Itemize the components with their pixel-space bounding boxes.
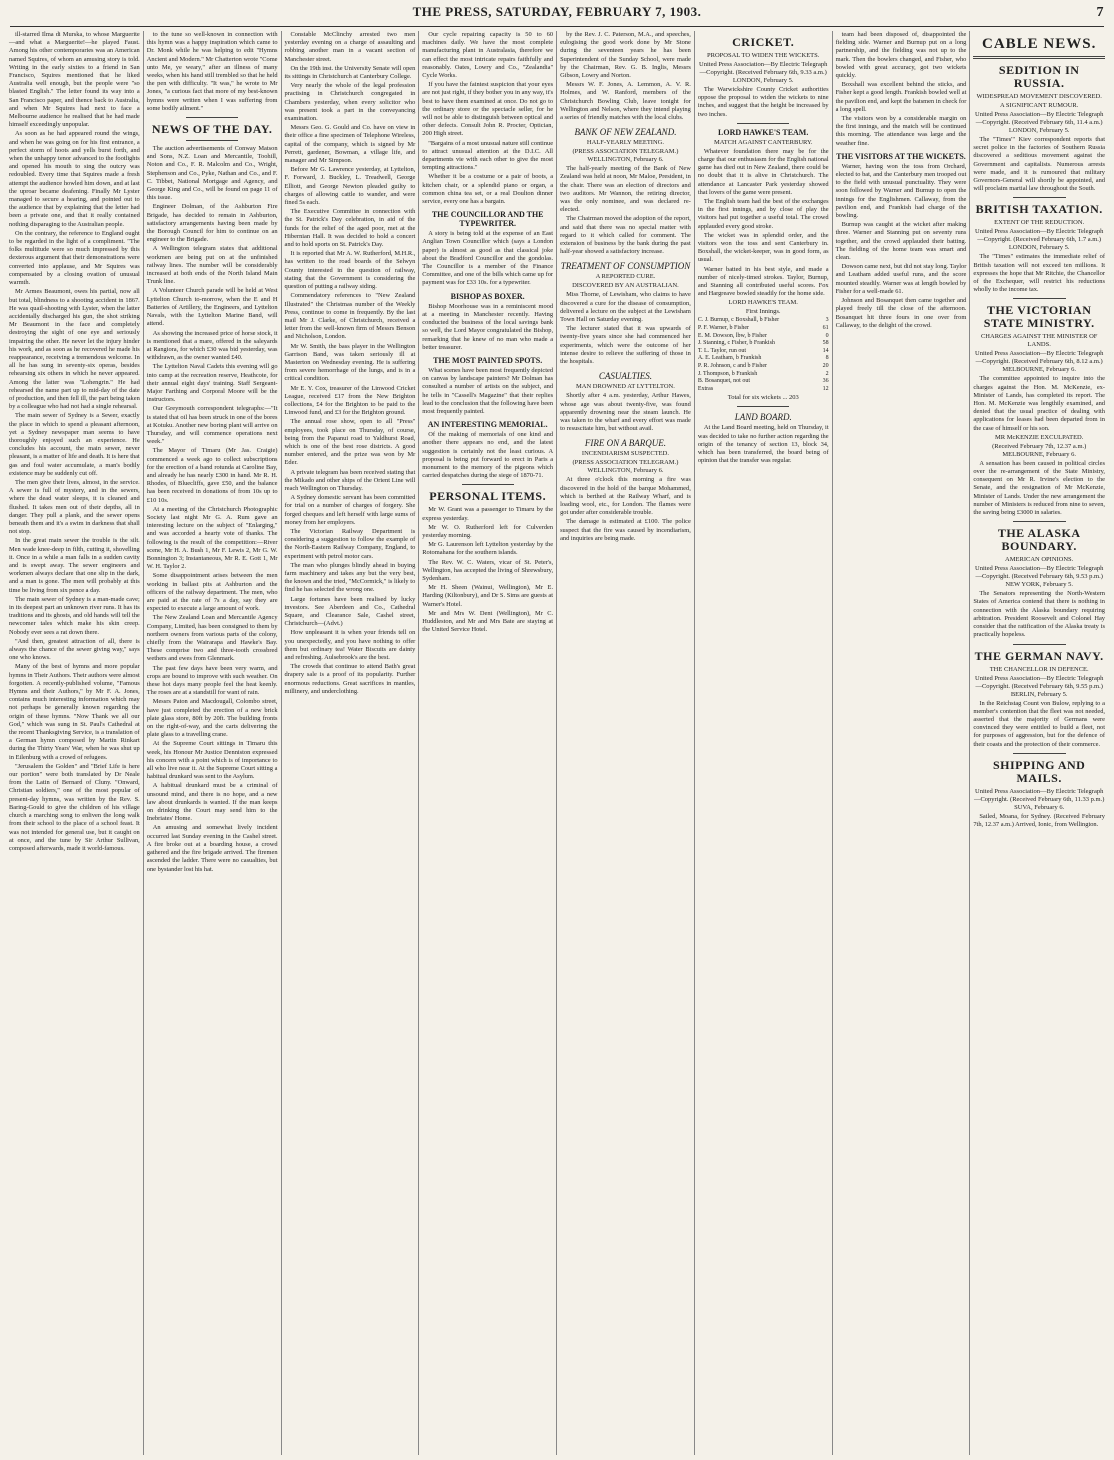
divider [462,484,514,485]
paragraph: Very nearly the whole of the legal profession practising in Christchurch congregated in Chambers yesterday, when every solicitor who was present took a part in the conveyancing examination. [284,82,416,123]
paragraph: Boxshall was excellent behind the sticks, and Fisher kept a good length. Frankish bowled well at the pavilion end, and kept the batsmen in check for a long spell. [835,81,967,113]
paragraph: The "Times'" Kiev correspondent reports that secret police in the factories of Southern Russia discovered a seditious movement against the Government and capitalists. Numerous arrests were made, and it is rumoured that military Governors-General will shortly be appointed, and will proclaim martial law throughout the South. [973,136,1105,193]
paragraph: Shortly after 4 a.m. yesterday, Arthur Hawes, whose age was about twenty-five, was found apparently drowning near the steam launch. He was taken to the wharf and every effort was made to resuscitate him, but without avail. [560,392,691,433]
sedition-subheading-2: A SIGNIFICANT RUMOUR. [999,102,1079,109]
paragraph: A Wellington telegram states that additional workmen are being put on at the unfinished railway lines. The number will be considerably increased at both ends of the North Island Main Trunk line. [146,245,278,286]
victorian-subheading: CHARGES AGAINST THE MINISTER OF LANDS. [980,333,1098,349]
paragraph: Mr E. Y. Cox, treasurer of the Linwood Cricket League, received £17 from the New Brighton collections, £4 for the Brighton to be paid to the Linwood fund, and £3 for the Brighton ground. [284,384,416,417]
divider [737,406,789,407]
taxation-subheading: EXTENT OF THE REDUCTION. [994,219,1085,227]
paragraph: The Chairman moved the adoption of the report, and said that there was no special matter with regard to it which called for comment. The extension of business by the bank during the past half-year showed a satisfactory increase. [560,215,691,256]
list-item: T. L. Taylor, run out 14 [697,347,829,354]
paragraph: Johnson and Bosanquet then came together and played freely till the close of the afternoon. Bosanquet hit three fours in one over from Callaway, to the delight of the crowd. [835,297,967,329]
paragraph: At three o'clock this morning a fire was discovered in the hold of the barque Mohammed, which is berthed at the Railway Wharf, and is loading wool, etc., for London. The flames were got under after considerable trouble. [560,476,691,517]
paragraph: The Executive Committee in connection with the St. Patrick's Day celebration, in aid of the funds for the relief of the aged poor, met at the Hibernian Hall. It was decided to hold a concert and to hold sports on St. Patrick's Day. [284,208,416,249]
paragraph: Engineer Dolman, of the Ashburton Fire Brigade, has decided to remain in Ashburton, satisfactory arrangements having been made by the Borough Council for him to continue on an engineer to the Brigade. [146,203,278,244]
paragraph: Mr H. Sheen (Wainui, Wellington), Mr E. Harding (Kiltonbury), and Dr S. Sims are guests at Warner's Hotel. [422,584,554,608]
paragraph: The annual rose show, open to all "Press" employees, took place on Thursday, of course, being from the Papanui road to Yaldhurst Road, which is one of the best rose districts. A good number entered, and the prize was won by Mr Eder. [284,418,416,467]
paragraph: "Bargains of a most unusual nature still continue to attract unusual attention at the D.I.C. All departments vie with each other to give the most tempting attractions." [422,139,554,172]
list-item: B. Bosanquet, not out 36 [697,378,829,385]
list-item: A. E. Leatham, b Frankish 8 [697,355,829,362]
paragraph: The lecturer stated that it was upwards of twenty-five years since she had commenced her experiments, which were the outcome of her intense desire to relieve the suffering of those in the hospitals. [560,325,691,366]
column-4 [419,31,557,1455]
divider [1013,197,1066,198]
list-item: C. J. Burnup, c Boxshall, b Fisher 3 [697,317,829,324]
column-2 [144,31,282,1455]
personal-items-heading: PERSONAL ITEMS. [429,489,547,504]
cable-news-heading: CABLE NEWS. [982,36,1097,52]
paragraph: to the tune so well-known in connection with this hymn was a happy inspiration which came to Dr. Monk while he was helping to edit "Hymns Ancient and Modern." Mr Chatterton wrote "Come unto Me, ye weary," after an illness of many weeks, when his hand still trembled so that he held the pen with difficulty. "It was," he wrote to Mr Jones, "a curious fact that more of my best-known hymns were written when I was suffering from some bodily ailment." [146,31,278,112]
list-item: Extras 12 [697,385,829,392]
paragraph: Mr G. Laurenson left Lyttelton yesterday by the Rotomahana for the southern islands. [422,541,554,557]
paragraph: Bishop Moorhouse was in a reminiscent mood at a meeting in Manchester recently. Having conducted the business of the local savings bank so well, the Lord Mayor congratulated the Bishop, remarking that he knew of no man who made a better treasurer. [422,302,554,351]
fire-heading: FIRE ON A BARQUE. [584,438,667,449]
paragraph: Of the making of memorials of one kind and another there appears no end, and the latest suggestion is certainly not the least curious. A proposal is being put forward to erect in Paris a monument to the memory of the pigeons which carried despatches during the siege of 1870-71. [422,431,554,480]
cricket-subheading: PROPOSAL TO WIDEN THE WICKETS. [707,52,820,59]
paragraph: On the 19th inst. the University Senate will open its sittings in Christchurch at Canterbury College. [284,64,416,81]
paragraph: The half-yearly meeting of the Bank of New Zealand was held at noon, Mr Maloe, President, in the chair. There was an election of directors and two auditors. Mr Wannon, the retiring director, was the only nominee, and was declared re-elected. [560,165,691,214]
paragraph: On the contrary, the reference to England ought to be regarded in the light of a compliment. "The folks multitude were so much impressed by this dexterous argument that their demonstrations were converted into applause, and Mr Squires was compensated by a closing ovation of unusual warmth. [9,229,140,287]
column-1 [6,31,144,1455]
paragraph: A habitual drunkard must be a criminal of unsound mind, and there is no hope, and a new law about drunkards is wanted. If the man keeps on drinking the Court may send him to the Inebriates' Home. [146,782,278,823]
paragraph: Our cycle repairing capacity is 50 to 60 machines daily. We have the most complete manufacturing plant in Australasia, therefore we can effect the most intricate repairs faithfully and reasonably. Oates, Lowry and Co., "Zealandia" Cycle Works. [422,31,554,80]
paragraph: Whether it be a costume or a pair of boots, a kitchen chair, or a splendid piano or organ, a common china tea set, or a real Doulton dinner service, every one has a bargain. [422,173,554,206]
mckenzie-heading: MR McKENZIE EXCULPATED. [994,433,1084,441]
paragraph: The Mayor of Timaru (Mr Jas. Craigie) commenced a week ago to collect subscriptions for the erection of a band rotunda at Caroline Bay, and already he has nearly £300 in hand. Mr R. H. Rhodes, of Bluecliffs, gave £50, and the balance has been received in donations of from 10s up to £10 10s. [146,447,278,504]
paragraph: The English team had the best of the exchanges in the first innings, and by close of play the visitors had put together a useful total. The crowd applauded every good stroke. [697,198,829,230]
paragraph: Some disappointment arises between the men working in ballast pits at Ashburton and the officers of the railway department. The men, who are paid at the rate of 7s a day, say they are expected to execute a large amount of work. [146,572,278,613]
telegram-caption: (PRESS ASSOCIATION TELEGRAM.) WELLINGTON, February 6. [572,148,679,164]
paragraph: ill-starred Ilma di Murska, to whose Marguerite—and what a Marguerite!—he played Faust. Among his other contemporaries was an American named Squires, of whom an amusing story is told. Writing in the early sixties to a friend in San Francisco, Squires mentioned that he liked Australia well enough, but the people were "so blasted English." The letter found its way into a San Francisco paper, and thence back to Australia, and when Mr Squires had next to face a Melbourne audience he realised that he had made himself exceedingly unpopular. [9,31,140,129]
hawke-subheading: MATCH AGAINST CANTERBURY. [713,138,813,146]
shipping-heading: SHIPPING AND MAILS. [993,757,1086,785]
paragraph: Sailed, Moana, for Sydney. (Received February 7th, 12.37 a.m.) Arrived, Ionic, from Wellington. [973,812,1105,828]
consumption-heading: TREATMENT OF CONSUMPTION [560,261,691,272]
bishop-heading: BISHOP AS BOXER. [450,291,525,301]
divider [973,56,1105,59]
paragraph: The Lyttelton Naval Cadets this evening will go into camp at the recreation reserve, Heathcote, for their annual eight days' training. Staff Sergeant-Major Farthing and Corporal Moore will be the instructors. [146,363,278,404]
paragraph: A private telegram has been received stating that the Mikado and other ships of the Orient Line will reach Wellington on Thursday. [284,468,416,492]
navy-subheading: THE CHANCELLOR IN DEFENCE. [989,665,1089,673]
divider [1013,753,1066,754]
paragraph: A story is being told at the expense of an East Anglian Town Councillor which (says a London paper) is almost as good as that classical joke about the Bradford Councillor and the gondolas. The Councillor is a member of the Finance Committee, and one of the bills which came up for payment was for £33 10s. for a typewriter. [422,230,554,287]
divider [186,117,238,118]
alaska-heading: THE ALASKA BOUNDARY. [997,526,1081,554]
paragraph: As showing the increased price of horse stock, it is mentioned that a mare, offered in the saleyards at Rangiora, for which £30 was bid yesterday, was withdrawn, as the owner wanted £40. [146,329,278,362]
divider [1013,644,1066,645]
paragraph: Warner, having won the toss from Orchard, elected to bat, and the Canterbury men trooped out to the field with unusual punctuality. They were soon followed by Warner and Burnup to open the innings for the Englishmen. Callaway, from the pavilion end, and Frankish had charge of the bowling. [835,162,967,220]
paragraph: The crowds that continue to attend Bath's great drapery sale is a proof of its popularity. Further enormous reductions. Great sacrifices in mantles, millinery, and underclothing. [284,663,416,695]
team-total: Total for six wickets ... 203 [727,394,799,402]
divider [1013,521,1066,522]
paragraph: team had been disposed of, disappointed the fielding side. Warner and Burnup put on a long partnership, and the fielding was not up to the mark. Then the bowlers changed, and Fisher, who bowled with great accuracy, got two wickets quickly. [835,31,967,80]
telegram-caption: (Received February 7th, 12.37 a.m.) MELBOURNE, February 6. [992,442,1087,458]
paragraph: The committee appointed to inquire into the charges against the Hon. M. McKenzie, ex-Minister of Lands, has completed its report. The Hon. M. McKenzie was lengthily examined, and denied that the usual practice of dealing with applications for leases had been departed from in the case of himself or his son. [973,375,1105,432]
paragraph: The men give their lives, almost, in the service. A sewer is full of mystery, and in the sewers, where the dead water sleeps, it is cleaned and flushed. It takes men out of their depths, all in danger. They pull a plank, and the sewer opens beneath them and it's a swim in darkness that shall not stop. [9,478,140,536]
telegram-caption: United Press Association—By Electric Telegraph—Copyright. (Received February 6th, 1.7 a.m.) LONDON, February 5. [975,228,1104,252]
cricket-heading: CRICKET. [732,35,795,49]
telegram-caption: United Press Association—By Electric Telegraph—Copyright. (Received February 6th, 11.4 a.m.) LONDON, February 5. [975,111,1104,134]
paragraph: Constable McClinchy arrested two men yesterday evening on a charge of assaulting and robbing another man in a vacant section of Manchester street. [284,31,416,63]
column-6 [695,31,833,1455]
paragraph: Messrs W. F. Jones, A. Lemmon, A. V. R. Holmes, and W. Ranford, members of the Christchurch Bowling Club, leave tonight for Wellington and Nelson, where they intend playing a series of friendly matches with the local clubs. [560,81,691,122]
paragraph: In the great main sewer the trouble is the silt. Men wade knee-deep in filth, cutting it, shovelling it. Once in a while a man falls in a sudden cavity and is swept away. The sewer engineers and workmen always declare that one slip in the dark, and a man is gone. The men will probably at this time be living from six pence a day. [9,537,140,594]
paragraph: Mr W. Grant was a passenger to Timaru by the express yesterday. [422,506,554,522]
alaska-subheading: AMERICAN OPINIONS. [1005,556,1074,564]
paragraph: A Volunteer Church parade will be held at West Lyttelton Church to-morrow, when the E and H Batteries of Artillery, the Engineers, and Lyttelton Navals, with the Lyttelton Marine Band, will attend. [146,287,278,328]
paragraph: An amusing and somewhat lively incident occurred last Sunday evening in the Cashel street. A fire broke out at a boarding house, a crowd gathered and the fire brigade arrived. The firemen ascended the ladder. There were no casualties, but one bystander lost his hat. [146,824,278,873]
victorian-ministry-heading: THE VICTORIAN STATE MINISTRY. [983,303,1095,331]
paragraph: How unpleasant it is when your friends tell on you unexpectedly, and you have nothing to offer them but ordinary tea! Water Biscuits are dainty and refreshing. Aulsebrook's are the best. [284,629,416,662]
paragraph: The Rev. W. C. Waters, vicar of St. Peter's, Wellington, has accepted the living of Shrewsbury, Sydenham. [422,558,554,582]
paragraph: Messrs Geo. G. Gould and Co. have on view in their office a fine specimen of Telephone Wireless, capital of the company, which is signed by Mr Perrett, gardener, Bowman, a village life, and manager and Mr Simpson. [284,124,416,165]
masthead-title: THE PRESS, SATURDAY, FEBRUARY 7, 1903. [412,4,702,19]
paragraph: The main sewer of Sydney is a Sewer, exactly the place in which to spend a pleasant afternoon, yet a Sydney newspaper man seems to have thoroughly enjoyed such an experience. He concludes his account, the main sewer, never pleasant, is a matter of life and death. It is here that gas and foul water accumulate, a man's bodily existence may be suddenly cut off. [9,412,140,477]
page-number: 7 [1096,5,1104,20]
telegram-caption: United Press Association—By Electric Telegraph—Copyright. (Received February 6th, 9.53 p.m.) NEW YORK, February 5. [975,565,1104,589]
paragraph: The visitors won by a considerable margin on the first innings, and the match will be continued this morning. The attendance was large and the weather fine. [835,115,967,147]
consumption-subheading-2: DISCOVERED BY AN AUSTRALIAN. [572,282,679,290]
paragraph: If you have the faintest suspicion that your eyes are not just right, if they bother you in any way, it's best to have them examined at once. Do not go to the ordinary store or the spectacle seller, for he will not be able to distinguish between optical and other defects. Consult John R. Procter, Optician, 200 High street. [422,81,554,138]
list-item: P. F. Warner, b Fisher 61 [697,325,829,332]
paragraph: Burnup was caught at the wicket after making three. Warner and Stanning put on seventy runs together, and the crowd applauded their batting. The fielding of the home team was smart and clean. [835,221,967,262]
column-3 [282,31,420,1455]
divider [1013,298,1066,299]
paragraph: Commendatory references to "New Zealand Illustrated" the Christmas number of the Weekly Press, continue to come in frequently. By the last mail Mr J. Clarke, of Christchurch, received a letter from the well-known firm of Messrs Benson and Nicholson, London. [284,292,416,341]
list-item: P. R. Johnson, c and b Fisher 20 [697,363,829,370]
telegram-caption: United Press Association—By Electric Telegraph—Copyright. (Received February 6th, 8.12 a.m.) MELBOURNE, February 6. [975,350,1104,374]
memorial-heading: AN INTERESTING MEMORIAL. [427,420,548,430]
painted-spots-heading: THE MOST PAINTED SPOTS. [433,355,543,365]
paragraph: "And then, greatest attraction of all, there is always the chance of the sewer giving way," says one who knows. [9,637,140,662]
bank-heading: BANK OF NEW ZEALAND. [574,127,677,138]
list-item: J. Stanning, c Fisher, b Frankish 58 [697,340,829,347]
hawke-heading: LORD HAWKE'S TEAM. [718,127,809,137]
paragraph: In the Reichstag Count von Bulow, replying to a member's contention that the fleet was not needed, asserted that the majority of Germans were convinced they were entitled to build a fleet, not for purposes of aggression, but for the defence of their coasts and the protection of their commerce. [973,699,1105,748]
paragraph: Mr W. Smith, the bass player in the Wellington Garrison Band, was taken seriously ill at Masterton on Wednesday evening. He is suffering from severe hemorrhage of the lungs, and is in a critical condition. [284,342,416,383]
paragraph: Mr W. O. Rutherford left for Culverden yesterday morning. [422,523,554,539]
scorecard [698,317,829,393]
divider [186,140,238,141]
columns [6,31,1108,1455]
paragraph: Before Mr G. Lawrence yesterday, at Lyttelton, F. Forward, J. Buckley, L. Treadwell, George Elliott, and George Newton pleaded guilty to charges of allowing cattle to wander, and were fined 5s each. [284,166,416,207]
paragraph: Whatever foundation there may be for the charge that our enthusiasm for the English national game has died out in New Zealand, there could be no doubt that it is alive in Christchurch. The attendance at Lancaster Park yesterday showed that lovers of the game were present. [697,147,829,196]
news-of-the-day-heading: NEWS OF THE DAY. [151,122,273,137]
paragraph: Miss Thorne, of Lewisham, who claims to have discovered a cure for the disease of consumption, delivered a lecture on the subject at the Lewisham Town Hall on Saturday evening. [560,291,691,324]
paragraph: by the Rev. J. C. Paterson, M.A., and speeches, eulogising the good work done by Mr Stone during the seventeen years he has been Superintendent of the Sunday School, were made by the Chairman, Rev. G. B. Inglis, Messrs Gibson, Lowry and Norton. [560,31,691,80]
paragraph: A Sydney domestic servant has been committed for trial on a number of charges of forgery. She forged cheques and left herself with large sums of money from her employers. [284,494,416,526]
paragraph: As soon as he had appeared round the wings, and when he was going on for his first entrance, a perfect storm of hoots and yells burst forth, and when the unhappy tenor advanced to the footlights and opened his mouth to sing the outcry was redoubled. Every time that Squires made a fresh attempt the audience howled him down, and at last the uproar became deafening. Finally Mr Lyster managed to secure a hearing, and pointed out to the audience that by explaining that the letter had been a private one, and that it really contained nothing disparaging to the Australian people. [9,130,140,228]
column-5 [557,31,695,1455]
paragraph: The past few days have been very warm, and crops are bound to improve with such weather. On these hot days many people feel the heat keenly. The roses are at a standstill for want of rain. [146,664,278,697]
fire-subheading: INCENDIARISM SUSPECTED. [581,450,669,458]
paragraph: A sensation has been caused in political circles over the re-arrangement of the State Ministry, consequent on Mr R. Irvine's election to the Senate, and the resignation of Mr McKenzie, Minister of Lands. Under the new arrangement the number of Ministers is reduced from nine to seven, the saving being £3000 in salaries. [973,459,1105,517]
paragraph: Mr Armes Beaumont, owes his partial, now all but total, blindness to a shooting accident in 1867. He was quail-shooting with Lyster, when the latter accidentally discharged his gun, the shot striking Mr Beaumont in the face and completely destroying the sight of one eye and seriously impairing the other. He never let the injury hinder his work, and as soon as he recovered he made his reappearance, receiving a tremendous welcome. In all he has sung in seventy-six operas, besides rehearsing six others in which he never appeared. Among the latter was "Lohengrin." He had rehearsed the name part up to mid-day of the date of production, and then fell ill, the part being taken by a colleague who had not had a single rehearsal. [9,288,140,411]
paragraph: The damage is estimated at £100. The police suspect that the fire was caused by incendiarism, and inquiries are being made. [560,518,691,542]
paragraph: The main sewer of Sydney is a man-made cave; in its deepest part an unknown river runs. It has its traditions and its ghosts, and old hands will tell the newcomer tales which make his skin creep. Nobody ever sees a rat down there. [9,595,140,636]
paragraph: What scenes have been most frequently depicted on canvas by landscape painters? Mr Dolman has consulted a number of artists on the subject, and he tells in "Cassell's Magazine" that their replies lead to the conclusion that the following have been most frequently painted. [422,366,554,415]
casualties-subheading: MAN DROWNED AT LYTTELTON. [575,383,675,391]
paragraph: The Senators representing the North-Western States of America contend that there is nothing in connection with the Alaska boundary requiring arbitration. President Roosevelt and Colonel Hay consider that the ratification of the Alaska treaty is practically hopeless. [973,590,1105,639]
divider [737,123,789,124]
taxation-heading: BRITISH TAXATION. [975,202,1103,217]
paragraph: Our Greymouth correspondent telegraphs:—"It is stated that oil has been struck in one of the bores at Kotuku. Another new boring plant will arrive on Thursday, and will commence operations next week." [146,405,278,446]
paragraph: Warner batted in his best style, and made a number of nicely-timed strokes. Taylor, Burnup, and Stanning all contributed useful scores. Fox and Hargreave bowled steadily for the home side. [697,265,829,298]
team-subheading: First Innings. [745,308,781,316]
paragraph: At a meeting of the Christchurch Photographic Society last night Mr G. A. Rum gave an interesting lecture on the subject of "Enlarging," and was accorded a hearty vote of thanks. The following is the result of the competition:—River scene, Mr H. A. Bush 1, Mr F. Lewis 2, Mr G. W. Bonnington 3; Instantaneous, Mr R. E. Gott 1, Mr W. H. Taylor 2. [146,505,278,571]
column-8 [970,31,1108,1455]
list-item: E. M. Dowson, lbw, b Fisher 0 [697,332,829,339]
paragraph: Mr and Mrs W. Dent (Wellington), Mr C. Huddleston, and Mr and Mrs Bate are staying at the United Service Hotel. [422,609,554,634]
paragraph: Messrs Paton and Macdougall, Colombo street, have just completed the erection of a new brick plate glass store, 80ft by 20ft. The building fronts on the right-of-way, and the carts delivering the plate glass to a travelling crane. [146,698,278,739]
list-item: J. Thompson, b Frankish 2 [697,370,829,377]
paragraph: "Jerusalem the Golden" and "Brief Life is here our portion" were both translated by Dr Neale from the Latin of Bernard of Cluny. "Onward, Christian soldiers," one of the most popular of present-day hymns, was written by the Rev. S. Baring-Gould to give the children of his village church a marching song to enliven the long walk from their school to the place of a school feast. It was not intended for general use, but it caught on at once, and the tune by Sir Arthur Sullivan, composed afterwards, made it world-famous. [9,762,140,852]
paragraph: Dowson came next, but did not stay long. Taylor and Leatham added useful runs, and the score mounted steadily. Warner was at length bowled by Fisher for a well-made 61. [835,263,967,295]
sedition-subheading: WIDESPREAD MOVEMENT DISCOVERED. [976,93,1102,100]
telegram-caption: United Press Association—By Electric Telegraph—Copyright. (Received February 6th, 11.33 p.m.) SUVA, February 6. [973,787,1105,811]
telegram-caption: United Press Association—By Electric Telegraph—Copyright. (Received February 6th, 9.33 a.m.) LONDON, February 5. [699,61,828,84]
telegram-caption: (PRESS ASSOCIATION TELEGRAM.) WELLINGTON, February 6. [572,459,679,475]
column-7 [833,31,971,1455]
paragraph: Many of the best of hymns and more popular hymns in Their Authors. Their authors were almost forgotten. A recently-published volume, "Famous Hymns and their Authors," by Mr F. A. Jones, contains much interesting information which may not perhaps be generally known regarding the origin of these hymns. "Now Thank we all our God," which was sung in St. Paul's Cathedral at the recent Thanksgiving Service, is a translation of a German hymn composed by Martin Rinkart during the Thirty Years' War, when he was shut up in Eilenburg with a crowd of refugees. [9,663,140,761]
visitors-heading: THE VISITORS AT THE WICKETS. [836,151,966,161]
telegram-caption: United Press Association—By Electric Telegraph—Copyright. (Received February 6th, 9.55 p.m.) BERLIN, February 5. [975,674,1104,698]
paragraph: At the Land Board meeting, held on Thursday, it was decided to take no further action regarding the origin of the tenancy of section 13, block 34, which has been transferred, the board being of opinion that the transfer was regular. [697,424,829,465]
team-heading: LORD HAWKE'S TEAM. [728,299,798,307]
masthead [10,4,1104,27]
german-navy-heading: THE GERMAN NAVY. [974,648,1104,663]
consumption-subheading: A REPORTED CURE. [595,273,656,281]
paragraph: The Warwickshire County Cricket authorities oppose the proposal to widen the wickets to nine inches, and suggest that the height be increased by two inches. [697,86,829,118]
bank-subheading: HALF-YEARLY MEETING. [586,139,664,147]
land-board-heading: LAND BOARD. [734,412,792,423]
paragraph: The auction advertisements of Conway Matson and Sons, N.Z. Loan and Mercantile, Toohill, Noton and Co., F. R. Malcolm and Co., Wright, Stephenson and Co., Pyke, Nathan and Co., and F. C. Tibbet, National Mortgage and Agency, and George King and Co., will be found on page 11 of this issue. [146,145,278,202]
paragraph: The man who plunges blindly ahead in buying farm machinery and takes any but the very best, the known and the tried, "McCormick," is likely to find he has selected the wrong one. [284,561,416,594]
paragraph: The "Times" estimates the immediate relief of British taxation will not exceed ten millions. It expresses the hope that Mr Ritchie, the Chancellor of the Exchequer, will restrict his reductions wholly to the income tax. [973,253,1105,294]
sedition-heading: SEDITION IN RUSSIA. [998,63,1080,90]
paragraph: It is reported that Mr A. W. Rutherford, M.H.R., has written to the road boards of the Selwyn County interested in the question of railway, stating that the Government is considering the question of putting a railway siding. [284,250,416,291]
paragraph: The New Zealand Loan and Mercantile Agency Company, Limited, has been consigned to them by northern owners from various parts of the colony, chiefly from the Wairarapa and Hawke's Bay. These comprise two and three-tooth crossbred wethers and ewes from Glenmark. [146,614,278,663]
paragraph: The Victorian Railway Department is considering a suggestion to follow the example of the North-Eastern Railway Company, England, to experiment with petrol motor cars. [284,527,416,560]
councillor-heading: THE COUNCILLOR AND THE TYPEWRITER. [431,210,544,229]
paragraph: At the Supreme Court sittings in Timaru this week, his Honour Mr Justice Denniston expressed his concern with a point which is of importance to all who live near it. At the Supreme Court sitting a habitual drunkard was sent to the Asylum. [146,740,278,781]
casualties-heading: CASUALTIES. [598,371,652,382]
paragraph: The wicket was in splendid order, and the visitors won the toss and sent Canterbury in. Boxshall, the wicket-keeper, was in good form, as usual. [697,231,829,264]
paragraph: Large fortunes have been realised by lucky investors. See Aberdeen and Co., Cathedral Square, and Clearance Sale, Cashel street, Christchurch—(Advt.) [284,595,416,628]
